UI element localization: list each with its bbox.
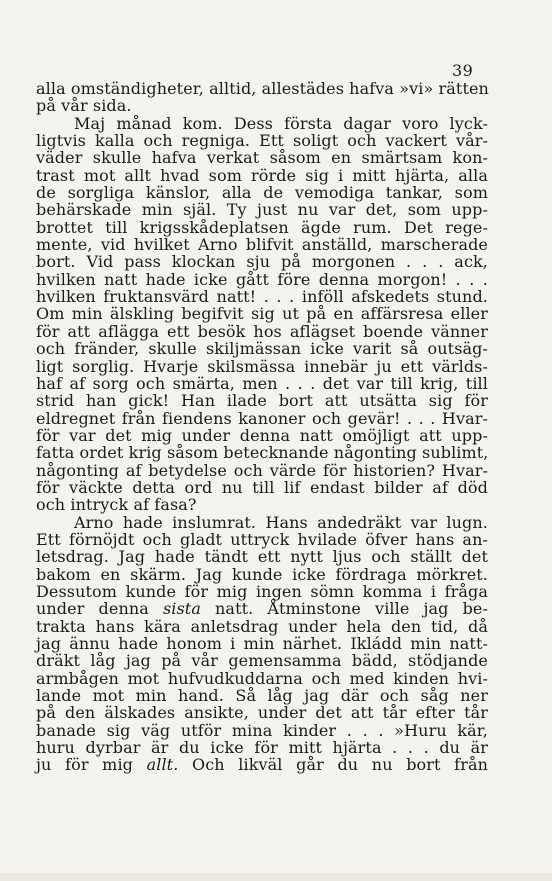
text-line: Dessutom kunde för mig ingen sömn komma i fråga [36, 581, 488, 601]
text-line: Ett förnöjdt och gladt uttryck hvilade öfver hans an- [36, 529, 488, 549]
page-bottom-edge [0, 873, 552, 881]
text-line: för att aflägga ett besök hos aflägset boende vänner [36, 321, 488, 341]
text-line: armbågen mot hufvudkuddarna och med kinden hvi- [36, 668, 488, 688]
page-number: 39 [452, 61, 474, 80]
text-line: alla omständigheter, alltid, allestädes hafva »vi» rätten [36, 79, 489, 98]
text-line: fatta ordet krig såsom betecknande någonting sublimt, [36, 443, 489, 463]
text-line: hvilken fruktansvärd natt! . . . inföll afskedets stund. [36, 287, 488, 307]
text-line: bort. Vid pass klockan sju på morgonen . . . ack, [36, 252, 488, 272]
text-line: någonting af betydelse och värde för historien? Hvar- [36, 460, 488, 480]
text-line: och intryck af fasa? [36, 495, 197, 515]
text-line: väder skulle hafva verkat såsom en smärtsam kon- [36, 148, 488, 168]
text-line: letsdrag. Jag hade tändt ett nytt ljus och ställt det [36, 547, 488, 567]
text-line: på den älskades ansikte, under det att tår efter tår [36, 703, 488, 723]
text-line: på vår sida. [36, 96, 132, 116]
text-line: strid han gick! Han ilade bort att utsätta sig för [36, 391, 488, 411]
text-line: Om min älskling begifvit sig ut på en affärsresa eller [36, 304, 488, 324]
text-line: dräkt låg jag på vår gemensamma bädd, stödjande [36, 651, 488, 671]
text-line: ligt sorglig. Hvarje skilsmässa innebär ju ett världs- [36, 356, 488, 376]
text-line: mente, vid hvilket Arno blifvit anställd, marscherade [36, 235, 488, 255]
text-line: banade sig väg utför mina kinder . . . »Huru kär, [36, 720, 488, 740]
text-line: behärskade min själ. Ty just nu var det, som upp- [36, 200, 488, 220]
text-line: huru dyrbar är du icke för mitt hjärta . . . du är [36, 738, 488, 758]
text-line: jag ännu hade honom i min närhet. Ikládd min natt- [36, 634, 488, 653]
text-line: och fränder, skulle skiljmässan icke varit så outsäg- [36, 339, 488, 359]
text-line: bakom en skärm. Jag kunde icke fördraga mörkret. [36, 564, 488, 584]
text-line: ligtvis kalla och regniga. Ett soligt och vackert vår- [36, 131, 488, 151]
text-line: hvilken natt hade icke gått före denna morgon! . . . [36, 269, 488, 289]
text-line: lande mot min hand. Så låg jag där och såg ner [36, 686, 488, 706]
text-line: för väckte detta ord nu till lif endast bilder af död [36, 477, 488, 497]
text-line: haf af sorg och smärta, men . . . det var till krig, till [36, 373, 488, 393]
body-text [36, 80, 488, 774]
text-line: trast mot allt hvad som rörde sig i mitt hjärta, alla [36, 165, 488, 185]
text-line: ju för mig allt. Och likväl går du nu bort från [36, 755, 488, 775]
text-line: de sorgliga känslor, alla de vemodiga tankar, som [36, 183, 488, 203]
text-line: trakta hans kära anletsdrag under hela den tid, då [36, 616, 488, 636]
text-line: under denna sista natt. Åtminstone ville jag be- [36, 599, 488, 619]
text-line: eldregnet från fiendens kanoner och gevär! . . . Hvar- [36, 408, 488, 428]
text-line: brottet till krigsskådeplatsen ägde rum. Det rege- [36, 217, 488, 237]
text-line: Maj månad kom. Dess första dagar voro lyck- [74, 113, 488, 133]
text-line: Arno hade inslumrat. Hans andedräkt var lugn. [74, 512, 488, 532]
text-line: för var det mig under denna natt omöjligt att upp- [36, 425, 488, 445]
